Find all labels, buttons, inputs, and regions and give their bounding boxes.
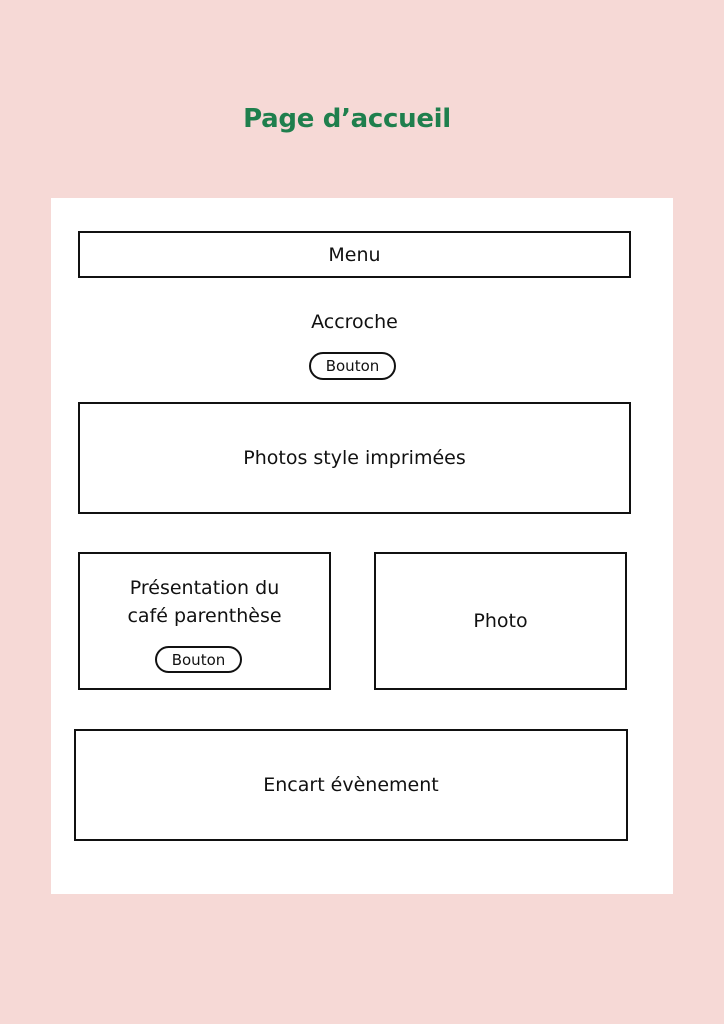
presentation-text bbox=[80, 574, 329, 630]
wireframe-sheet bbox=[51, 198, 673, 894]
printed-photos-label: Photos style imprimées bbox=[243, 447, 466, 469]
menu-label: Menu bbox=[328, 243, 381, 266]
menu-box bbox=[78, 231, 631, 278]
printed-photos-box bbox=[78, 402, 631, 514]
tagline-text: Accroche bbox=[311, 311, 398, 333]
page-title: Page d’accueil bbox=[243, 104, 451, 134]
presentation-box bbox=[78, 552, 331, 690]
presentation-line-1: Présentation du bbox=[129, 577, 280, 599]
photo-label: Photo bbox=[473, 610, 528, 632]
event-insert-label: Encart évènement bbox=[263, 774, 439, 796]
photo-box bbox=[374, 552, 627, 690]
hero-button: Bouton bbox=[309, 352, 396, 380]
event-insert-box bbox=[74, 729, 628, 841]
presentation-button: Bouton bbox=[155, 646, 242, 673]
presentation-line-2: café parenthèse bbox=[127, 605, 282, 627]
